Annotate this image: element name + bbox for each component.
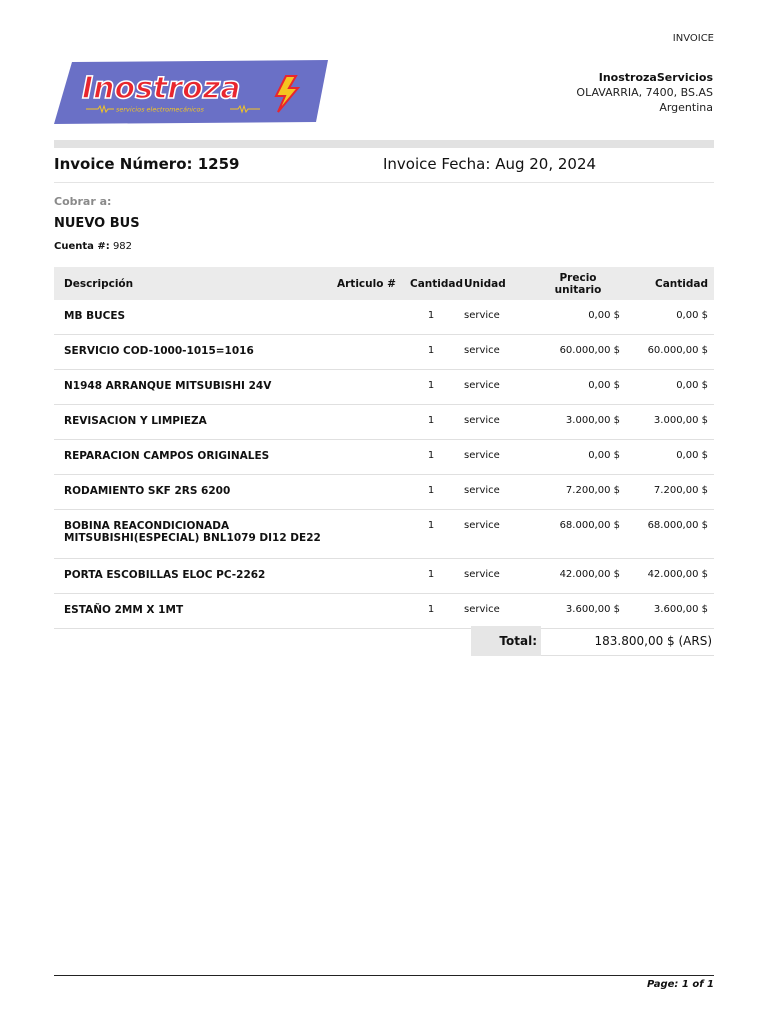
table-row xyxy=(54,405,714,440)
total-label: Total: xyxy=(471,626,541,656)
table-row xyxy=(54,475,714,510)
item-description: SERVICIO COD-1000-1015=1016 xyxy=(54,335,331,370)
item-article xyxy=(331,300,404,335)
table-row xyxy=(54,440,714,475)
account-value: 982 xyxy=(112,241,133,252)
item-quantity: 1 xyxy=(404,370,458,405)
item-quantity: 1 xyxy=(404,594,458,629)
item-description: RODAMIENTO SKF 2RS 6200 xyxy=(54,475,331,510)
item-quantity: 1 xyxy=(404,440,458,475)
item-description: PORTA ESCOBILLAS ELOC PC-2262 xyxy=(54,559,331,594)
item-description: N1948 ARRANQUE MITSUBISHI 24V xyxy=(54,370,331,405)
table-row xyxy=(54,594,714,629)
item-unit-price: 42.000,00 $ xyxy=(530,559,626,594)
table-row xyxy=(54,370,714,405)
col-header-unit: Unidad xyxy=(458,267,530,300)
item-article xyxy=(331,559,404,594)
item-unit-price: 60.000,00 $ xyxy=(530,335,626,370)
company-name: InostrozaServicios xyxy=(598,71,713,84)
item-description: ESTAÑO 2MM X 1MT xyxy=(54,594,331,629)
item-unit-price: 3.600,00 $ xyxy=(530,594,626,629)
table-row xyxy=(54,559,714,594)
item-article xyxy=(331,475,404,510)
client-name: NUEVO BUS xyxy=(54,216,140,231)
table-row xyxy=(54,510,714,559)
item-quantity: 1 xyxy=(404,475,458,510)
col-header-quantity: Cantidad xyxy=(404,267,458,300)
company-address: OLAVARRIA, 7400, BS.AS xyxy=(576,86,713,99)
table-header-row xyxy=(54,267,714,300)
item-unit: service xyxy=(458,475,530,510)
footer-divider xyxy=(54,975,714,976)
item-unit-price: 7.200,00 $ xyxy=(530,475,626,510)
item-amount: 0,00 $ xyxy=(626,440,714,475)
item-amount: 0,00 $ xyxy=(626,300,714,335)
item-amount: 0,00 $ xyxy=(626,370,714,405)
account-number xyxy=(54,241,132,252)
item-article xyxy=(331,370,404,405)
item-unit-price: 0,00 $ xyxy=(530,440,626,475)
item-amount: 7.200,00 $ xyxy=(626,475,714,510)
item-unit: service xyxy=(458,405,530,440)
page-number: Page: 1 of 1 xyxy=(647,979,714,990)
item-quantity: 1 xyxy=(404,510,458,559)
invoice-date: Invoice Fecha: Aug 20, 2024 xyxy=(383,155,597,173)
item-unit-price: 68.000,00 $ xyxy=(530,510,626,559)
items-table xyxy=(54,267,714,629)
item-amount: 3.600,00 $ xyxy=(626,594,714,629)
item-unit: service xyxy=(458,594,530,629)
item-quantity: 1 xyxy=(404,559,458,594)
document-type-label: INVOICE xyxy=(672,33,714,44)
col-header-amount: Cantidad xyxy=(626,267,714,300)
total-value: 183.800,00 $ (ARS) xyxy=(541,626,714,656)
item-unit: service xyxy=(458,440,530,475)
col-header-article: Articulo # xyxy=(331,267,404,300)
bill-to-label: Cobrar a: xyxy=(54,195,112,208)
company-country: Argentina xyxy=(659,101,713,114)
logo-subtitle: servicios electromecánicos xyxy=(116,105,204,114)
invoice-number: Invoice Número: 1259 xyxy=(54,155,240,173)
item-unit: service xyxy=(458,370,530,405)
account-label: Cuenta #: xyxy=(54,241,110,252)
item-article xyxy=(331,440,404,475)
item-unit-price: 0,00 $ xyxy=(530,370,626,405)
header-divider-bar xyxy=(54,140,714,148)
item-article xyxy=(331,335,404,370)
company-logo xyxy=(54,60,328,124)
item-quantity: 1 xyxy=(404,335,458,370)
item-amount: 3.000,00 $ xyxy=(626,405,714,440)
col-header-unit-price: Precio unitario xyxy=(530,267,626,300)
item-description: REPARACION CAMPOS ORIGINALES xyxy=(54,440,331,475)
company-info xyxy=(576,70,713,115)
item-unit-price: 3.000,00 $ xyxy=(530,405,626,440)
item-amount: 42.000,00 $ xyxy=(626,559,714,594)
item-unit-price: 0,00 $ xyxy=(530,300,626,335)
item-unit: service xyxy=(458,335,530,370)
item-amount: 68.000,00 $ xyxy=(626,510,714,559)
item-quantity: 1 xyxy=(404,405,458,440)
item-description: BOBINA REACONDICIONADA MITSUBISHI(ESPECIAL) BNL1079 DI12 DE22 xyxy=(54,510,331,559)
item-amount: 60.000,00 $ xyxy=(626,335,714,370)
table-row xyxy=(54,300,714,335)
invoice-divider xyxy=(54,182,714,183)
col-header-description: Descripción xyxy=(54,267,331,300)
item-article xyxy=(331,405,404,440)
table-row xyxy=(54,335,714,370)
item-unit: service xyxy=(458,559,530,594)
item-description: REVISACION Y LIMPIEZA xyxy=(54,405,331,440)
total-summary xyxy=(471,626,714,656)
item-quantity: 1 xyxy=(404,300,458,335)
item-description: MB BUCES xyxy=(54,300,331,335)
item-article xyxy=(331,594,404,629)
item-unit: service xyxy=(458,300,530,335)
logo-wordmark: Inostroza xyxy=(82,71,241,106)
item-unit: service xyxy=(458,510,530,559)
item-article xyxy=(331,510,404,559)
